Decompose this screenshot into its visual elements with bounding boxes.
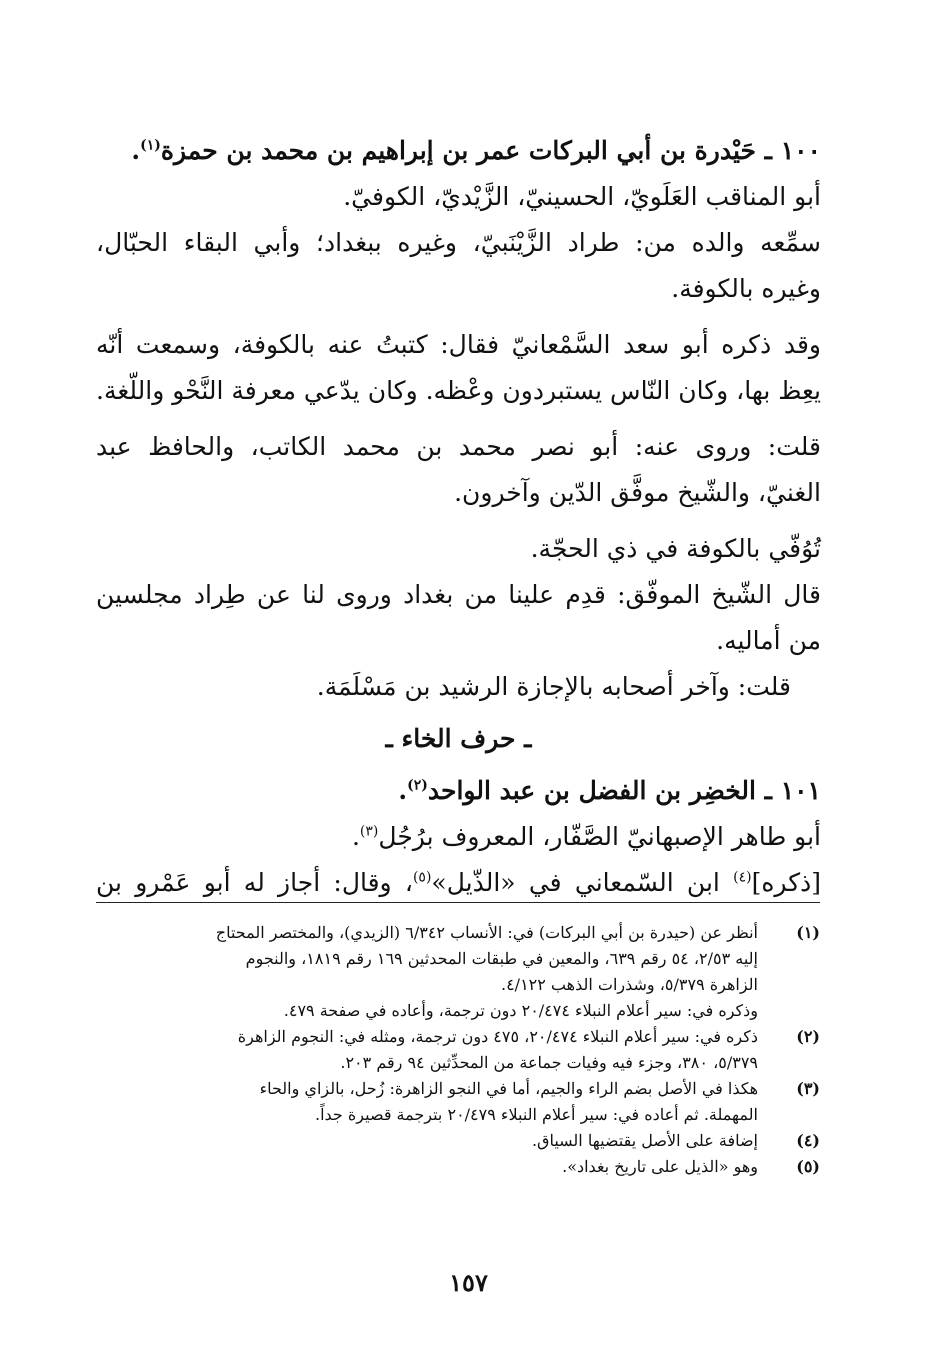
entry-100-p2-line1: وقد ذكره أبو سعد السَّمْعانيّ فقال: كتبتُ عنه بالكوفة، وسمعت أنّه (96, 330, 821, 359)
footnote-4 (96, 1128, 820, 1154)
footnote-text (96, 920, 758, 1024)
entry-101-kunya (96, 814, 821, 860)
entry-100-p6: قلت: وآخر أصحابه بالإجازة الرشيد بن مَسْلَمَة. (316, 672, 791, 701)
entry-100-heading (96, 128, 821, 174)
entry-100-p4: تُوُفّي بالكوفة في ذي الحجّة. (530, 534, 821, 563)
line-end: . (351, 822, 360, 851)
entry-101-kunya-text: أبو طاهر الإصبهانيّ الصَّفّار، المعروف برُجُل (378, 822, 821, 851)
entry-100-p1-line2: وغيره بالكوفة. (671, 274, 821, 303)
page-number: ١٥٧ (449, 1268, 488, 1297)
footnote-2 (96, 1024, 820, 1076)
footnote-text (96, 1154, 758, 1180)
entry-101-line3-mid: ابن السّمعاني في «الذّيل» (431, 868, 734, 897)
footnote-text (96, 1076, 758, 1128)
entry-100-p3-line1: قلت: وروى عنه: أبو نصر محمد بن محمد الكاتب، والحافظ عبد (96, 432, 821, 461)
footnote-line: وهو «الذيل على تاريخ بغداد». (562, 1157, 758, 1176)
footnote-ref-1: (١) (140, 137, 161, 154)
heading-end: . (131, 136, 141, 165)
entry-100-p3-line2: الغنيّ، والشّيخ موفَّق الدّين وآخرون. (454, 478, 821, 507)
footnote-1 (96, 920, 820, 1024)
footnote-line: أنظر عن (حيدرة بن أبي البركات) في: الأنساب ٦/٣٤٢ (الزيدي)، والمختصر المحتاج (215, 923, 758, 942)
entry-101-heading-text: ١٠١ ـ الخضِر بن الفضل بن عبد الواحد (427, 776, 821, 805)
footnote-text (96, 1128, 758, 1154)
section-heading: ـ حرف الخاء ـ (385, 724, 532, 753)
footnote-ref-5: (٥) (412, 869, 432, 886)
footnote-number: (٤) (796, 1131, 820, 1150)
footnote-ref-2: (٢) (407, 777, 428, 794)
footnote-text (96, 1024, 758, 1076)
footnote-5 (96, 1154, 820, 1180)
footnote-line: الزاهرة ٥/٣٧٩، وشذرات الذهب ٤/١٢٢. (500, 975, 758, 994)
entry-101-line3 (96, 860, 821, 906)
footnote-line: المهملة. ثم أعاده في: سير أعلام النبلاء ٢٠/٤٧٩ بترجمة قصيرة جداً. (315, 1105, 758, 1124)
footnote-number: (١) (796, 923, 820, 942)
heading-end: . (398, 776, 408, 805)
footnote-number: (٢) (796, 1027, 820, 1046)
main-text (96, 128, 821, 906)
entry-101-line3-end: ، وقال: أجاز له أبو عَمْرو بن (96, 868, 413, 897)
footnote-line: إليه ٢/٥٣، ٥٤ رقم ٦٣٩، والمعين في طبقات المحدثين ١٦٩ رقم ١٨١٩، والنجوم (245, 949, 758, 968)
entry-100-p1-line1: سمِّعه والده من: طراد الزَّيْنَبيّ، وغيره ببغداد؛ وأبي البقاء الحبّال، (96, 228, 821, 257)
footnote-line: ذكره في: سير أعلام النبلاء ٢٠/٤٧٤، ٤٧٥ دون ترجمة، ومثله في: النجوم الزاهرة (237, 1027, 758, 1046)
footnote-line: إضافة على الأصل يقتضيها السياق. (531, 1131, 758, 1150)
footnotes (96, 920, 820, 1180)
entry-100-kunya: أبو المناقب العَلَويّ، الحسينيّ، الزَّيْديّ، الكوفيّ. (343, 182, 821, 211)
footnote-ref-3: (٣) (359, 823, 379, 840)
entry-101-heading (96, 768, 821, 814)
entry-100-p2-line2: يعِظ بها، وكان النّاس يستبردون وعْظه. وكان يدّعي معرفة النَّحْو واللّغة. (96, 376, 821, 405)
entry-100-heading-text: ١٠٠ ـ حَيْدرة بن أبي البركات عمر بن إبراهيم بن محمد بن حمزة (160, 136, 821, 165)
footnote-number: (٥) (796, 1157, 820, 1176)
footnote-ref-4: (٤) (733, 869, 752, 886)
footnote-line: وذكره في: سير أعلام النبلاء ٢٠/٤٧٤ دون ترجمة، وأعاده في صفحة ٤٧٩. (283, 1001, 758, 1020)
entry-100-p5-line2: من أماليه. (716, 626, 821, 655)
footnote-divider (96, 902, 820, 903)
footnote-line: ٥/٣٧٩، ٣٨٠، وجزء فيه وفيات جماعة من المحدِّثين ٩٤ رقم ٢٠٣. (340, 1053, 758, 1072)
footnote-3 (96, 1076, 820, 1128)
entry-101-line3-start: [ذكره] (751, 868, 822, 897)
entry-100-p5-line1: قال الشّيخ الموفّق: قدِم علينا من بغداد وروى لنا عن طِراد مجلسين (96, 580, 821, 609)
footnote-line: هكذا في الأصل بضم الراء والجيم، أما في النجو الزاهرة: زُحل، بالزاي والحاء (259, 1079, 758, 1098)
footnote-number: (٣) (796, 1079, 820, 1098)
